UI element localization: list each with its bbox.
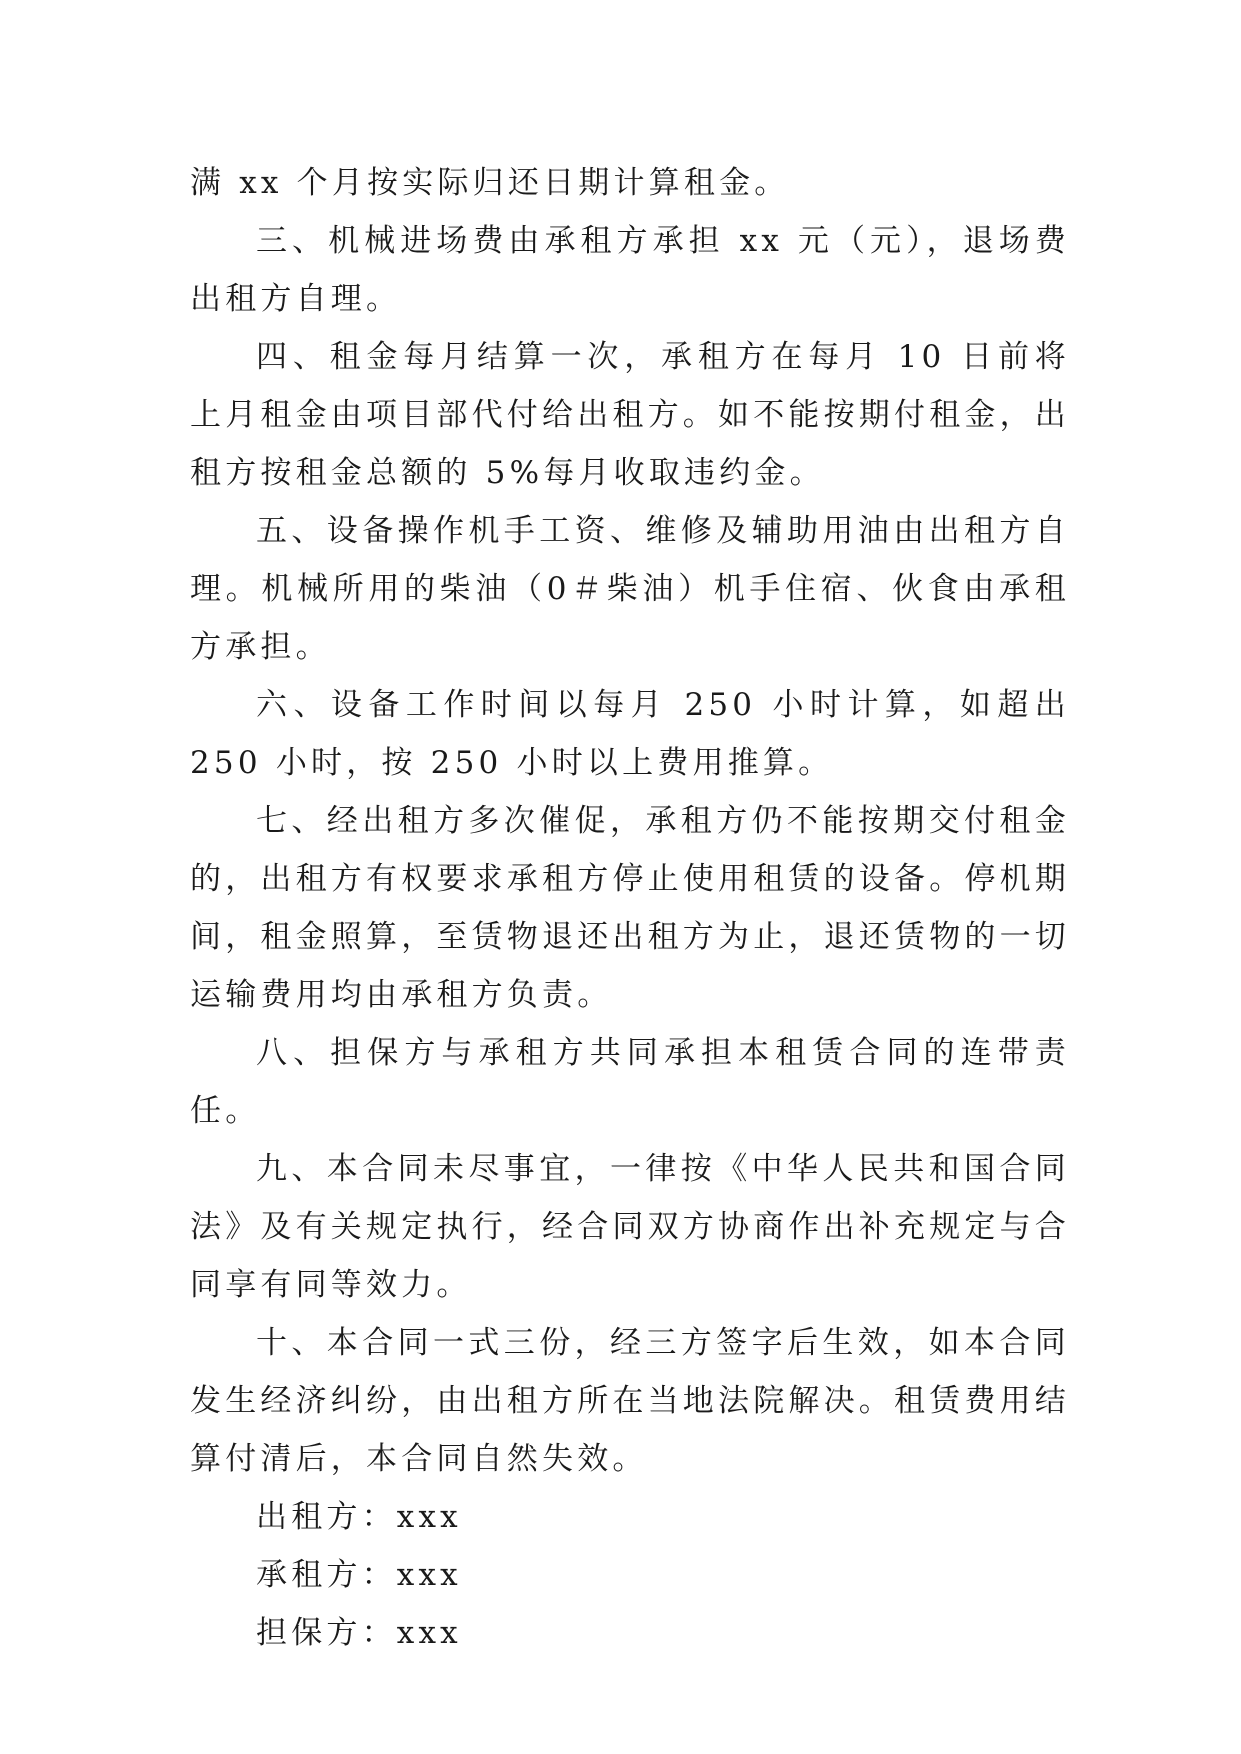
clause-7-paragraph: 七、经出租方多次催促，承租方仍不能按期交付租金的，出租方有权要求承租方停止使用租赁的设备。停机期间，租金照算，至赁物退还出租方为止，退还赁物的一切运输费用均由承租方负责。 — [190, 803, 1070, 1013]
clause-9-paragraph: 九、本合同未尽事宜，一律按《中华人民共和国合同法》及有关规定执行，经合同双方协商作出补充规定与合同享有同等效力。 — [190, 1151, 1070, 1303]
clause-10-paragraph: 十、本合同一式三份，经三方签字后生效，如本合同发生经济纠纷，由出租方所在当地法院解决。租赁费用结算付清后，本合同自然失效。 — [190, 1325, 1070, 1477]
clause-8-paragraph: 八、担保方与承租方共同承担本租赁合同的连带责任。 — [190, 1035, 1070, 1129]
document-page — [190, 154, 1070, 1662]
signature-lessor: 出租方：xxx — [256, 1499, 462, 1535]
clause-3-paragraph: 三、机械进场费由承租方承担 xx 元（元），退场费出租方自理。 — [190, 223, 1070, 317]
signature-lessee: 承租方：xxx — [256, 1557, 462, 1593]
clause-4-paragraph: 四、租金每月结算一次，承租方在每月 10 日前将上月租金由项目部代付给出租方。如不能按期付租金，出租方按租金总额的 5%每月收取违约金。 — [190, 339, 1070, 491]
signature-guarantor: 担保方：xxx — [256, 1615, 462, 1651]
clause-6-paragraph: 六、设备工作时间以每月 250 小时计算，如超出 250 小时，按 250 小时以上费用推算。 — [190, 687, 1070, 781]
paragraph-continuation: 满 xx 个月按实际归还日期计算租金。 — [190, 165, 790, 201]
clause-5-paragraph: 五、设备操作机手工资、维修及辅助用油由出租方自理。机械所用的柴油（0＃柴油）机手住宿、伙食由承租方承担。 — [190, 513, 1070, 665]
